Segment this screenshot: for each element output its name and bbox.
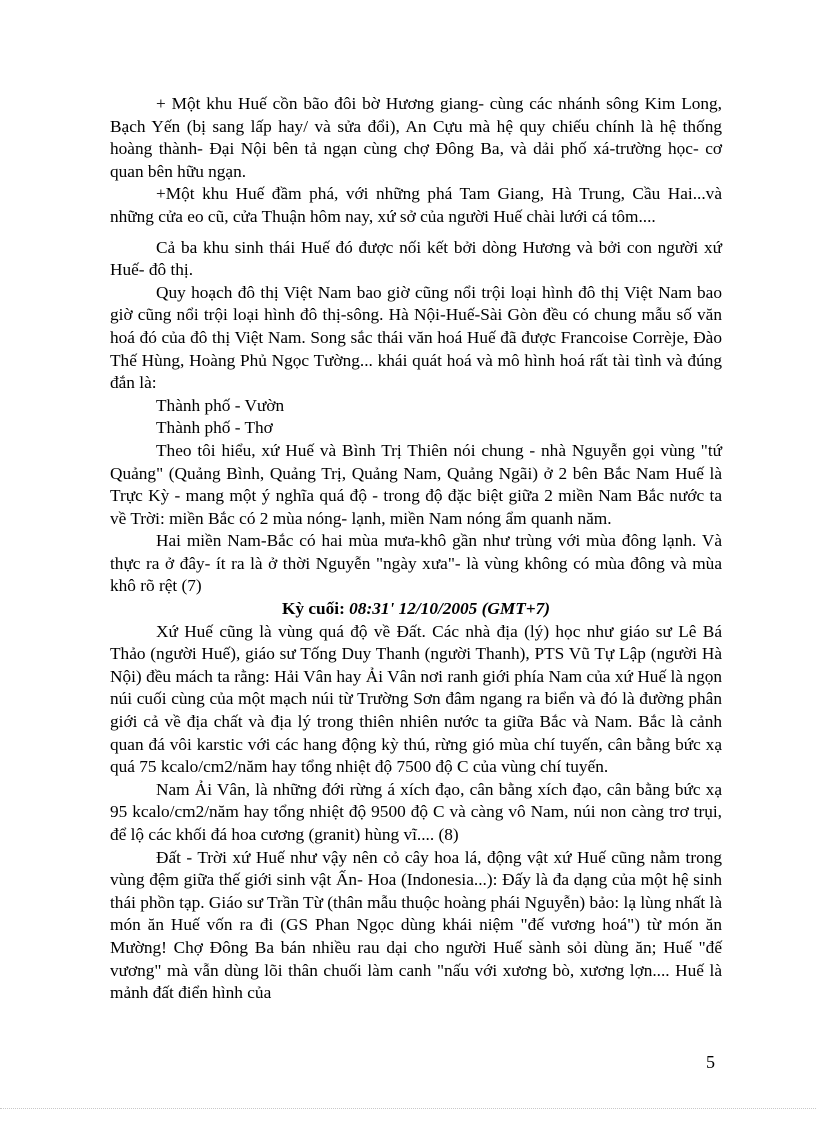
paragraph: Theo tôi hiểu, xứ Huế và Bình Trị Thiên nói chung - nhà Nguyễn gọi vùng "tứ Quảng" (Quảng Bình, Quảng Trị, Quảng Nam, Quảng Ngãi) ở 2 bên Bắc Nam Huế là Trực Kỳ - mang một ý nghĩa quá độ - trong độ đặc biệt giữa 2 miền Nam Bắc nước ta về Trời: miền Bắc có 2 mùa nóng- lạnh, miền Nam nóng ẩm quanh năm. <box>110 440 722 528</box>
paragraph: Quy hoạch đô thị Việt Nam bao giờ cũng nổi trội loại hình đô thị Việt Nam bao giờ cũng nổi trội loại hình đô thị-sông. Hà Nội-Huế-Sài Gòn đều có chung mẫu số văn hoá đó của đô thị Việt Nam. Song sắc thái văn hoá Huế đã được Francoise Corrèje, Đào Thế Hùng, Hoàng Phủ Ngọc Tường... khái quát hoá và mô hình hoá rất tài tình và đúng đắn là: <box>110 282 722 393</box>
paragraph: + Một khu Huế cồn bão đôi bờ Hương giang- cùng các nhánh sông Kim Long, Bạch Yến (bị sang lấp hay/ và sửa đổi), An Cựu mà hệ quy chiếu chính là hệ thống hoàng thành- Đại Nội bên tả ngạn cùng chợ Đông Ba, và dải phố xá-trường học- cơ quan bên hữu ngạn. <box>110 94 722 181</box>
heading-label: Kỳ cuối: <box>281 599 345 619</box>
paragraph: Xứ Huế cũng là vùng quá độ về Đất. Các nhà địa (lý) học như giáo sư Lê Bá Thảo (người Huế), giáo sư Tống Duy Thanh (người Thanh), PTS Vũ Tự Lập (người Hà Nội) đều mách ta rằng: Hải Vân hay Ải Vân nơi ranh giới phía Nam của xứ Huế là ngọn núi cuối cùng của một mạch núi từ Trường Sơn đâm ngang ra biển và đó là đường phân giới cả về địa chất và địa lý trong thiên nhiên nước ta giữa Bắc và Nam. Bắc là cảnh quan đá vôi karstic với các hang động kỳ thú, rừng gió mùa chí tuyến, cân bằng bức xạ quá 75 kcalo/cm2/năm hay tổng nhiệt độ 7500 độ C của vùng chí tuyến. <box>110 621 722 777</box>
paragraph: Thành phố - Vườn <box>156 395 285 415</box>
paragraph: +Một khu Huế đầm phá, với những phá Tam Giang, Hà Trung, Cầu Hai...và những cửa eo cũ, cửa Thuận hôm nay, xứ sở của người Huế chài lưới cá tôm.... <box>110 184 722 226</box>
paragraph: Đất - Trời xứ Huế như vậy nên cỏ cây hoa lá, động vật xứ Huế cũng nằm trong vùng đệm giữa thế giới sinh vật Ấn- Hoa (Indonesia...): Đấy là đa dạng của một hệ sinh thái phồn tạp. Giáo sư Trần Từ (thân mẫu thuộc hoàng phái Nguyễn) bảo: lạ lùng nhất là món ăn Huế vốn ra đi (GS Phan Ngọc dùng khái niệm "đế vương hoá") từ món ăn Mường! Chợ Đông Ba bán nhiều rau dại cho người Huế sành sỏi dùng ăn; Huế "đế vương" mà vẫn dùng lõi thân chuối làm canh "nấu với xương bò, xương lợn.... Huế là mảnh đất điển hình của <box>110 847 722 1003</box>
paragraph: Nam Ải Vân, là những đới rừng á xích đạo, cân bằng xích đạo, cân bằng bức xạ 95 kcalo/cm2/năm hay tổng nhiệt độ 9500 độ C và càng vô Nam, núi non càng trơ trụi, để lộ các khối đá hoa cương (granit) hùng vĩ.... (8) <box>110 779 722 844</box>
page-number: 5 <box>706 1052 715 1072</box>
paragraph: Cả ba khu sinh thái Huế đó được nối kết bởi dòng Hương và bởi con người xứ Huế- đô thị. <box>110 237 722 280</box>
heading-timestamp: 08:31' 12/10/2005 (GMT+7) <box>349 599 551 619</box>
paragraph: Hai miền Nam-Bắc có hai mùa mưa-khô gần như trùng với mùa đông lạnh. Và thực ra ở đây- ít ra là ở thời Nguyễn "ngày xưa"- là vùng không có mùa đông và mùa khô rõ rệt (7) <box>110 531 722 596</box>
page-bottom-divider <box>0 1108 816 1109</box>
body-text <box>110 93 722 1005</box>
paragraph: Thành phố - Thơ <box>156 418 273 438</box>
section-heading <box>110 598 722 621</box>
